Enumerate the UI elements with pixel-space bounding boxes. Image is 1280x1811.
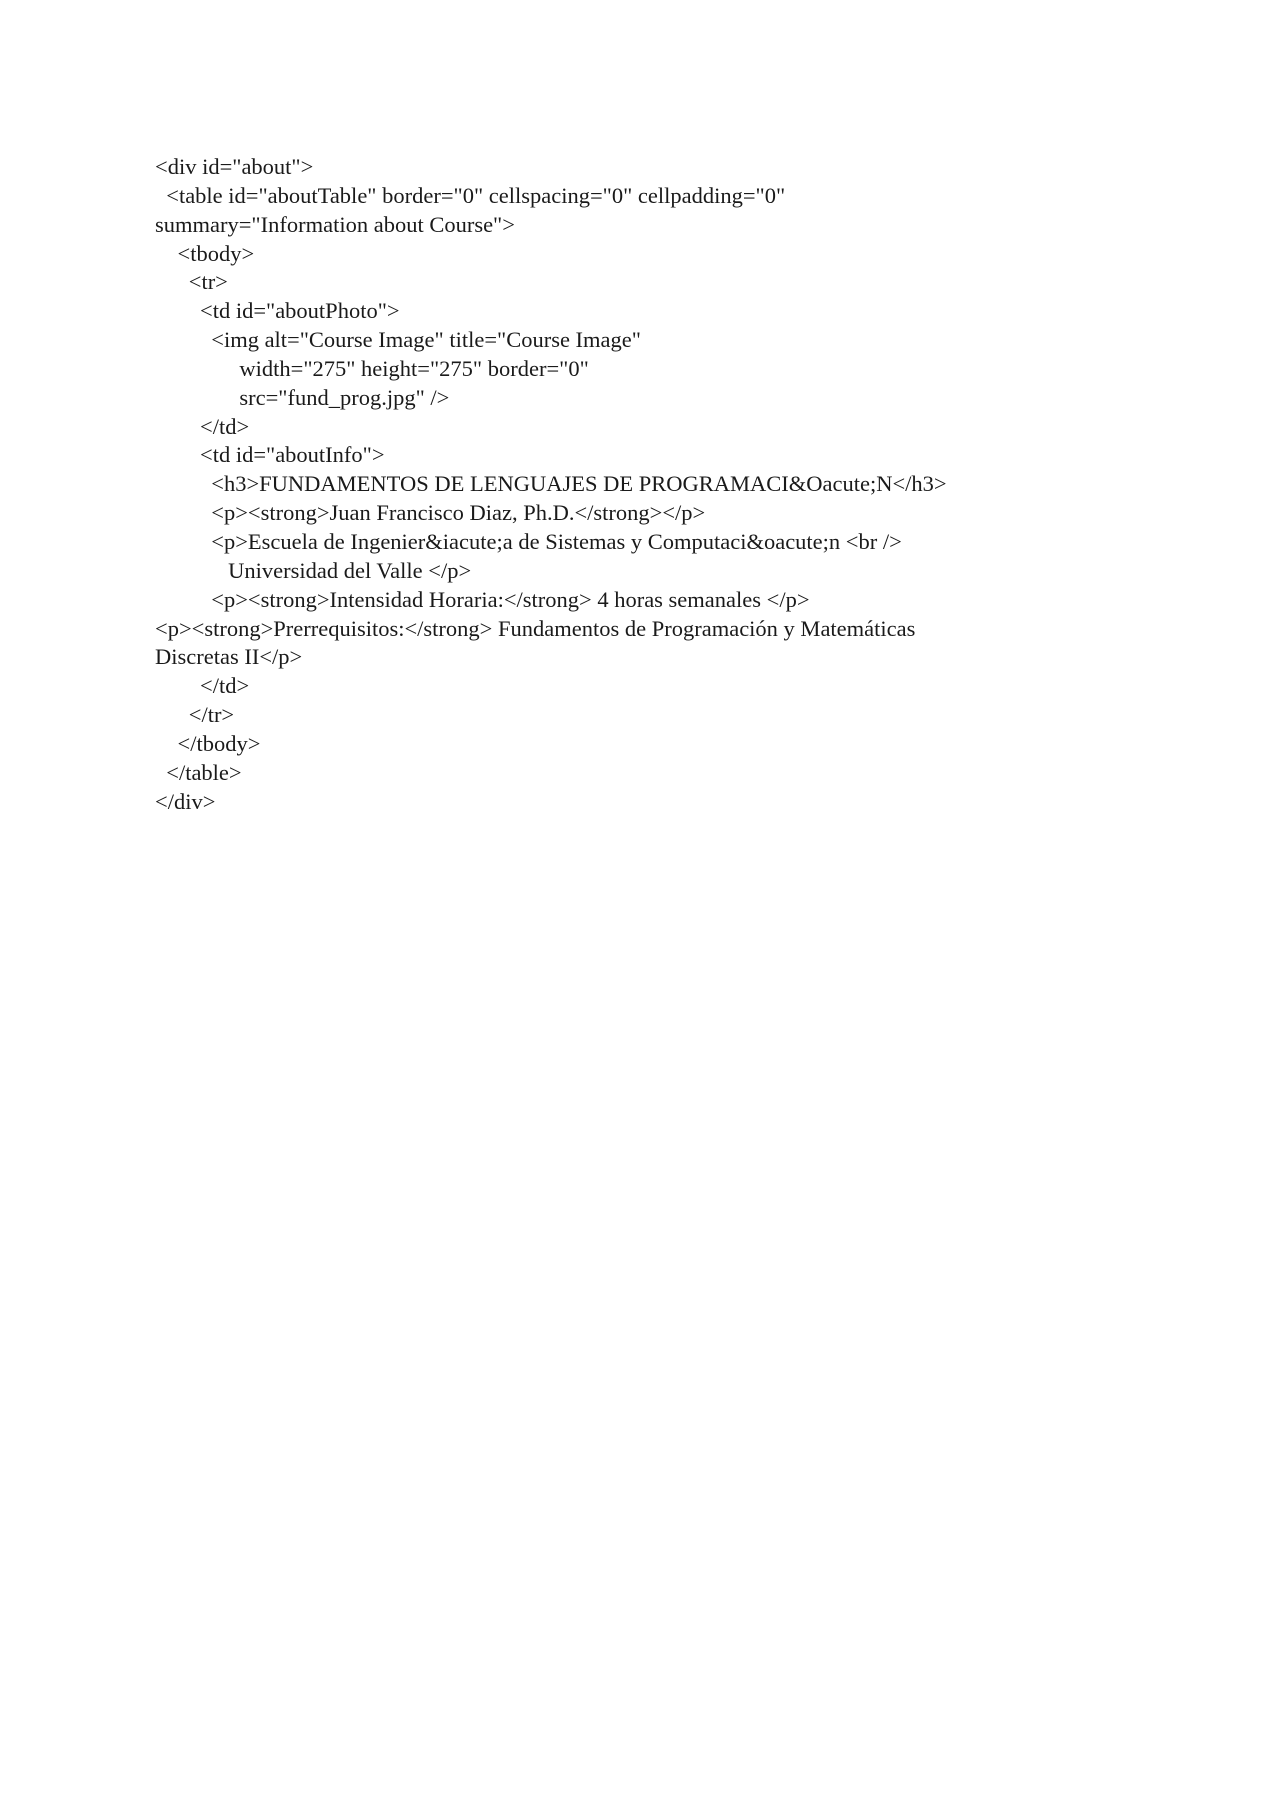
code-line: <h3>FUNDAMENTOS DE LENGUAJES DE PROGRAMACI&Oacute;N</h3>	[155, 471, 947, 497]
code-line: <td id="aboutPhoto">	[155, 298, 400, 324]
code-line: width="275" height="275" border="0"	[155, 355, 589, 381]
code-line: <p><strong>Prerrequisitos:</strong> Fundamentos de Programación y Matemáticas	[155, 615, 916, 641]
code-line: <div id="about">	[155, 154, 314, 179]
code-line: </td>	[155, 673, 250, 699]
code-line: </div>	[155, 788, 216, 814]
code-line: </table>	[155, 759, 242, 785]
code-line: <p>Escuela de Ingenier&iacute;a de Sistemas y Computaci&oacute;n <br />	[155, 528, 902, 554]
code-line: </tbody>	[155, 730, 261, 756]
code-line: Discretas II</p>	[155, 644, 303, 670]
code-line: <td id="aboutInfo">	[155, 442, 385, 468]
code-line: summary="Information about Course">	[155, 211, 515, 237]
code-line: <p><strong>Juan Francisco Diaz, Ph.D.</strong></p>	[155, 500, 706, 526]
html-source-listing	[155, 153, 1155, 816]
code-line: <tbody>	[155, 240, 255, 266]
code-line: <img alt="Course Image" title="Course Image"	[155, 327, 641, 353]
code-line: <table id="aboutTable" border="0" cellspacing="0" cellpadding="0"	[155, 182, 786, 208]
code-line: </td>	[155, 413, 250, 439]
code-line: </tr>	[155, 702, 235, 728]
code-line: <p><strong>Intensidad Horaria:</strong> 4 horas semanales </p>	[155, 586, 810, 612]
code-line: Universidad del Valle </p>	[155, 557, 472, 583]
code-line: <tr>	[155, 269, 228, 295]
code-line: src="fund_prog.jpg" />	[155, 384, 450, 410]
